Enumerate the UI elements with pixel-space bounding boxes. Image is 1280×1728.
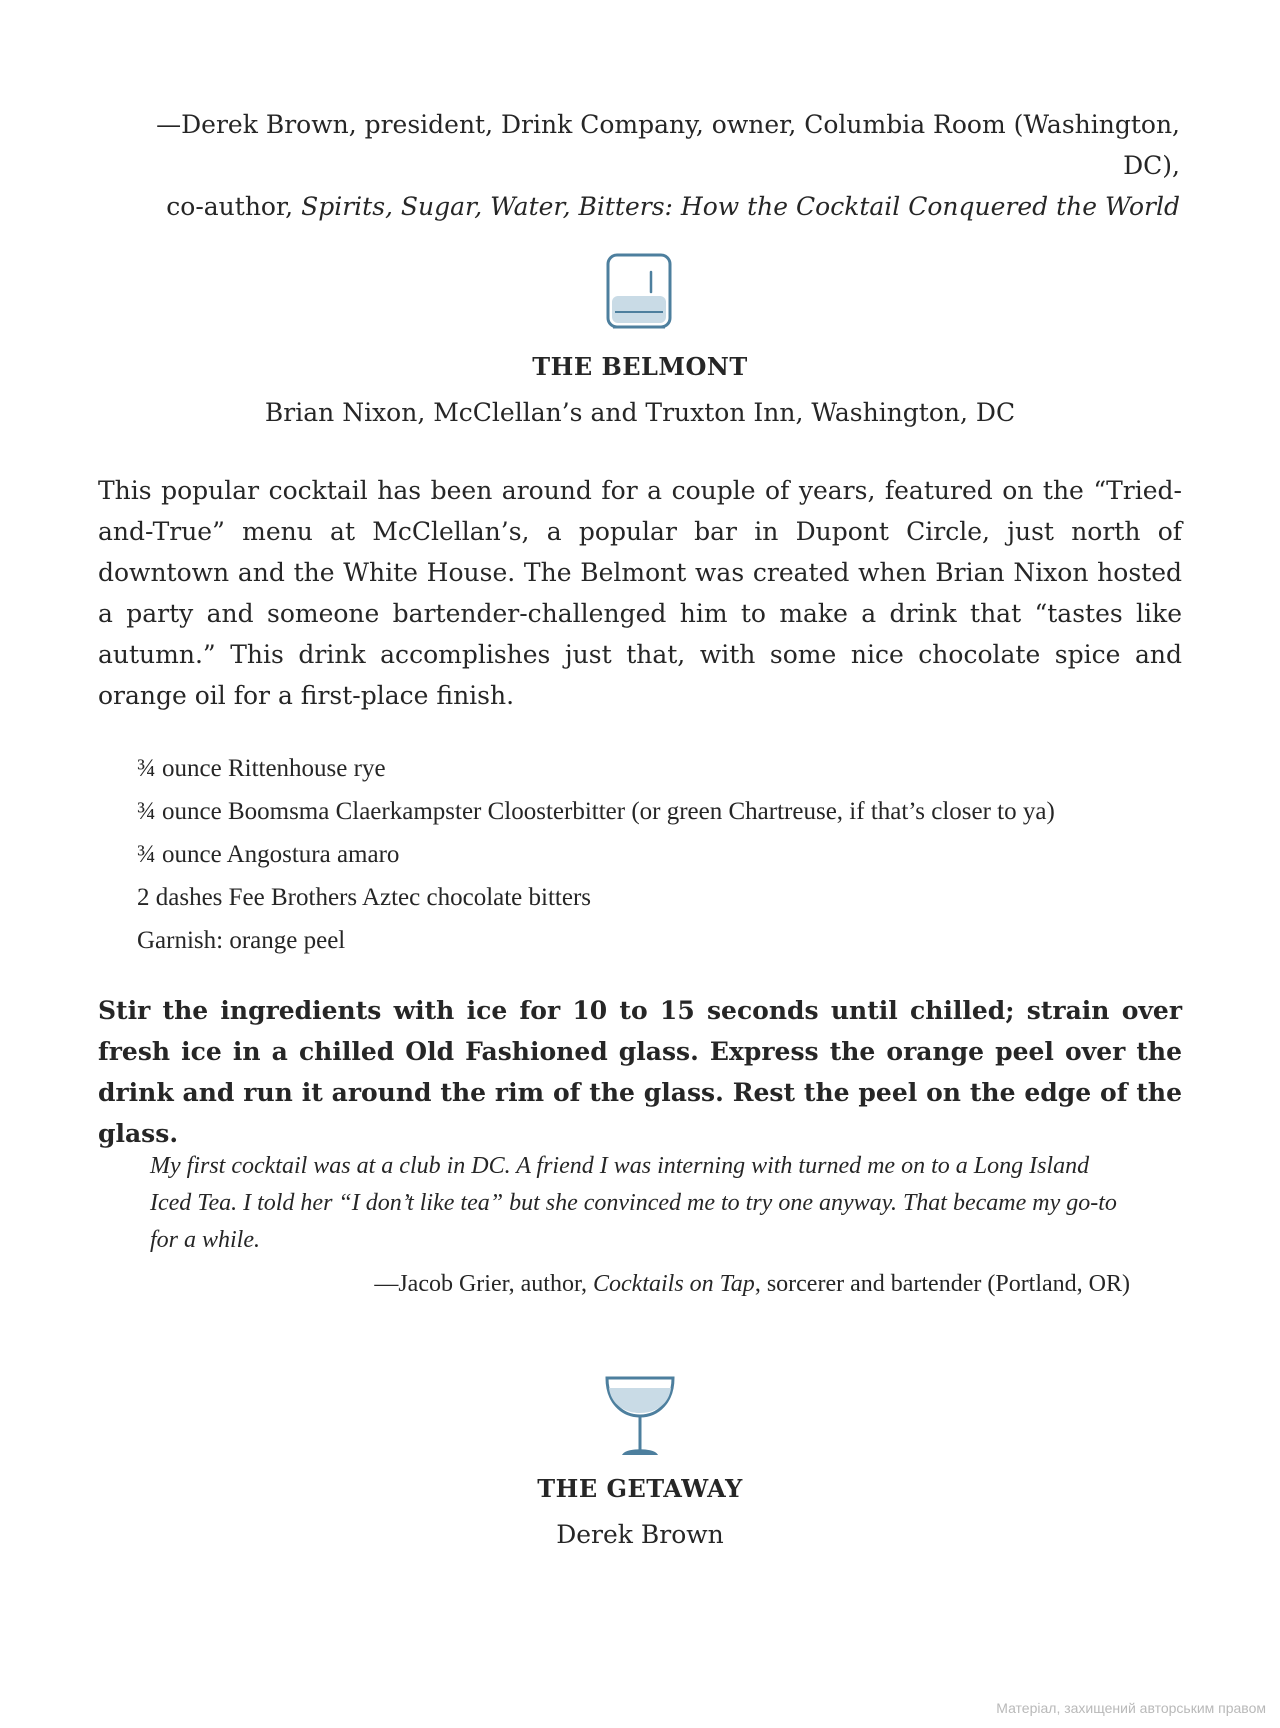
ingredient-item: Garnish: orange peel — [137, 927, 346, 954]
copyright-watermark: Матеріал, захищений авторським правом — [996, 1700, 1266, 1716]
top-attribution — [96, 104, 1180, 227]
ingredient-item: 2 dashes Fee Brothers Aztec chocolate bitters — [137, 884, 592, 911]
recipe-method-belmont: Stir the ingredients with ice for 10 to 15 seconds until chilled; strain over fresh ice in a chilled Old Fashioned glass. Express the orange peel over the drink and run it around the rim of the glass. Rest the peel on the edge of the glass. — [98, 996, 1182, 1148]
quote-attribution — [150, 1266, 1130, 1303]
quote-text: My first cocktail was at a club in DC. A friend I was interning with turned me on to a Long Island Iced Tea. I told her “I don’t like tea” but she convinced me to try one anyway. That became my go-to for a while. — [150, 1153, 1117, 1253]
ingredient-item: ¾ ounce Rittenhouse rye — [137, 755, 386, 782]
recipe-author-getaway: Derek Brown — [556, 1520, 724, 1549]
coupe-glass-icon — [0, 1372, 1280, 1464]
top-attribution-prefix: co-author, — [166, 192, 302, 221]
recipe-author-belmont: Brian Nixon, McClellan’s and Truxton Inn, Washington, DC — [264, 398, 1016, 427]
ingredient-item: ¾ ounce Angostura amaro — [137, 841, 400, 868]
quote-attribution-suffix: , sorcerer and bartender (Portland, OR) — [754, 1271, 1130, 1297]
recipe-intro-belmont: This popular cocktail has been around for a couple of years, featured on the “Tried-and-True” menu at McClellan’s, a popular bar in Dupont Circle, just north of downtown and the White House. The Belmont was created when Brian Nixon hosted a party and someone bartender-challenged him to make a drink that “tastes like autumn.” This drink accomplishes just that, with some nice chocolate spice and orange oil for a first-place finish. — [98, 476, 1182, 710]
ingredient-item: ¾ ounce Boomsma Claerkampster Cloosterbitter (or green Chartreuse, if that’s closer to ya) — [137, 798, 1055, 825]
recipe-title-getaway: THE GETAWAY — [537, 1474, 743, 1503]
top-attribution-line2 — [96, 186, 1180, 227]
quote-attribution-book: Cocktails on Tap — [593, 1271, 755, 1297]
rocks-glass-icon — [0, 252, 1280, 338]
ingredient-list — [137, 747, 1055, 962]
top-attribution-book: Spirits, Sugar, Water, Bitters: How the Cocktail Conquered the World — [301, 192, 1180, 221]
quote-attribution-prefix: —Jacob Grier, author, — [374, 1271, 593, 1297]
top-attribution-line1: —Derek Brown, president, Drink Company, owner, Columbia Room (Washington, DC), — [156, 110, 1180, 180]
recipe-title-belmont: THE BELMONT — [532, 352, 748, 381]
